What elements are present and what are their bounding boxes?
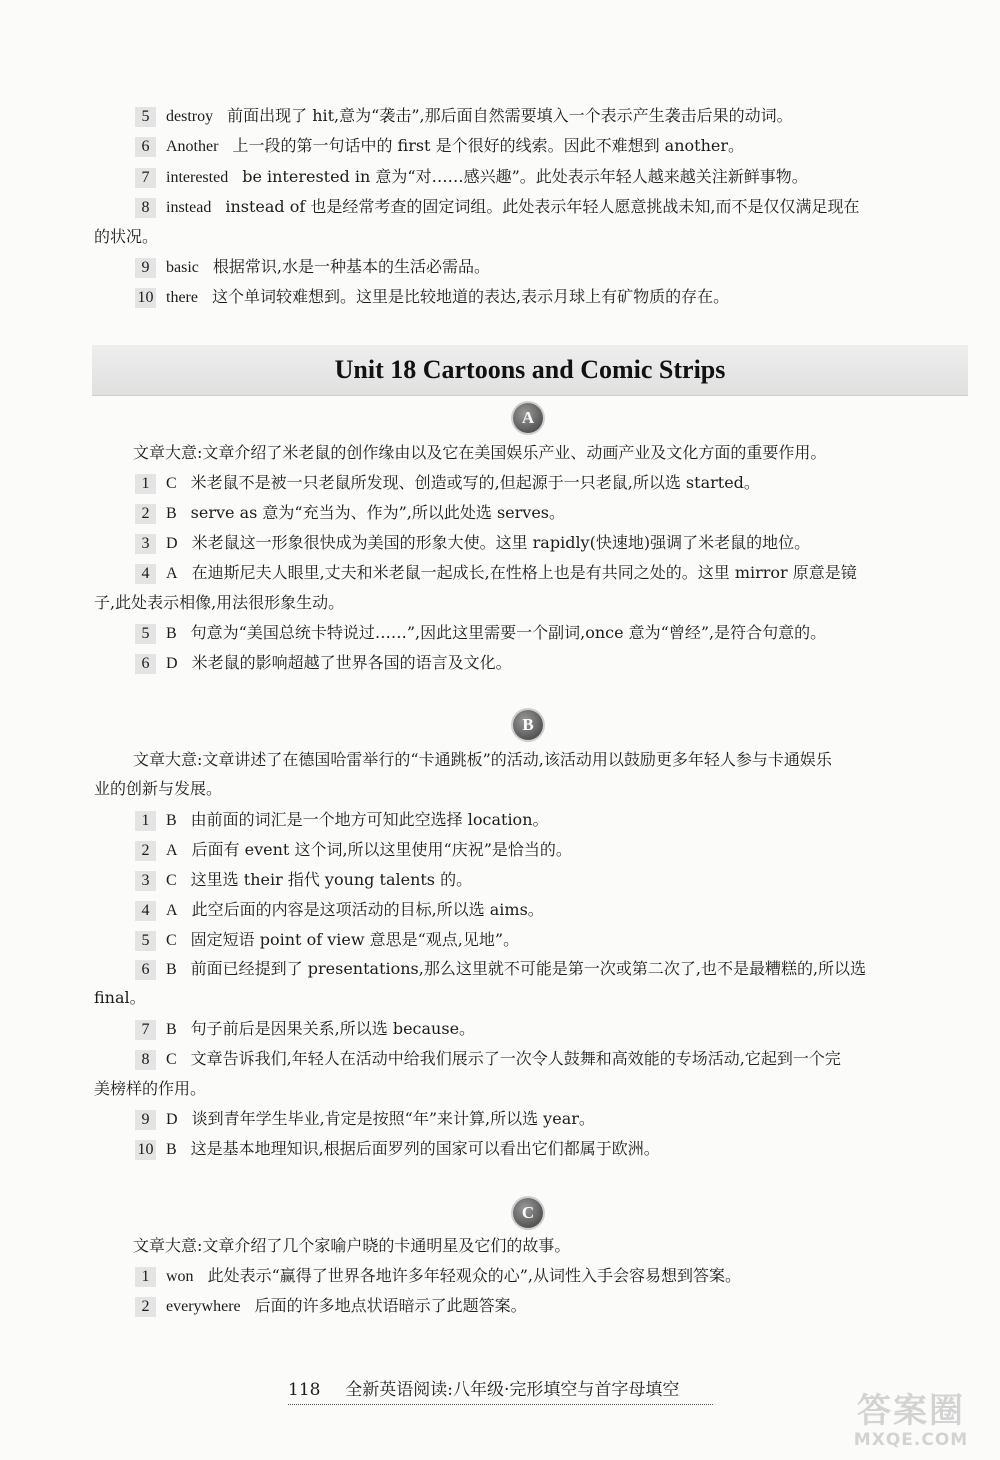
item-number: 7 <box>135 168 156 188</box>
item-answer: instead <box>166 199 212 216</box>
answer-item <box>135 287 729 308</box>
item-number: 6 <box>135 654 156 674</box>
item-explanation-continued: final。 <box>94 988 146 1007</box>
answer-item <box>135 197 859 218</box>
item-explanation: 根据常识,水是一种基本的生活必需品。 <box>212 257 490 276</box>
item-explanation: 前面出现了 hit,意为“袭击”,那后面自然需要填入一个表示产生袭击后果的动词。 <box>227 106 793 125</box>
item-number: 5 <box>135 107 156 127</box>
answer-item <box>135 1139 660 1160</box>
item-number: 4 <box>135 901 156 921</box>
item-number: 2 <box>135 504 156 524</box>
answer-item <box>135 136 744 157</box>
watermark-logo-text: 答案圈 <box>857 1391 965 1431</box>
item-explanation: 上一段的第一句话中的 first 是个很好的线索。因此不难想到 another。 <box>232 136 744 155</box>
item-answer: B <box>166 812 177 829</box>
page-number: 118 <box>288 1380 321 1400</box>
item-explanation: 米老鼠不是被一只老鼠所发现、创造或写的,但起源于一只老鼠,所以选 started。 <box>190 473 760 492</box>
answer-item <box>135 840 572 861</box>
item-explanation: 文章告诉我们,年轻人在活动中给我们展示了一次令人鼓舞和高效能的专场活动,它起到一个完 <box>190 1049 841 1068</box>
section-a-summary: 文章大意:文章介绍了米老鼠的创作缘由以及它在美国娱乐产业、动画产业及文化方面的重要作用。 <box>133 443 827 462</box>
section-b-badge: B <box>513 710 543 740</box>
item-answer: A <box>166 902 178 919</box>
answer-item <box>135 257 490 278</box>
item-number: 4 <box>135 564 156 584</box>
answer-item <box>135 1019 475 1040</box>
section-c-badge: C <box>513 1198 543 1228</box>
answer-item <box>135 503 565 524</box>
item-explanation: serve as 意为“充当为、作为”,所以此处选 serves。 <box>190 503 566 522</box>
item-explanation: 米老鼠的影响超越了世界各国的语言及文化。 <box>191 653 512 672</box>
item-number: 6 <box>135 960 156 980</box>
item-number: 10 <box>135 288 156 308</box>
answer-item <box>135 870 472 891</box>
item-answer: everywhere <box>166 1298 241 1315</box>
item-answer: B <box>166 1141 177 1158</box>
answer-item <box>135 810 549 831</box>
item-explanation-continued: 美榜样的作用。 <box>94 1079 207 1098</box>
item-answer: D <box>166 535 178 552</box>
section-c-summary: 文章大意:文章介绍了几个家喻户晓的卡通明星及它们的故事。 <box>133 1236 571 1255</box>
item-explanation: 后面的许多地点状语暗示了此题答案。 <box>254 1296 527 1315</box>
answer-item <box>135 653 512 674</box>
item-explanation: 这里选 their 指代 young talents 的。 <box>190 870 473 889</box>
item-answer: D <box>166 655 178 672</box>
footer-rule <box>288 1404 713 1405</box>
item-answer: B <box>166 1021 177 1038</box>
item-number: 9 <box>135 258 156 278</box>
item-explanation: 后面有 event 这个词,所以这里使用“庆祝”是恰当的。 <box>191 840 572 859</box>
item-explanation: 这个单词较难想到。这里是比较地道的表达,表示月球上有矿物质的存在。 <box>211 287 730 306</box>
answer-item <box>135 930 519 951</box>
answer-item <box>135 959 866 980</box>
item-number: 3 <box>135 534 156 554</box>
item-number: 10 <box>135 1140 156 1160</box>
item-number: 1 <box>135 1267 156 1287</box>
item-explanation: 此处表示“赢得了世界各地许多年轻观众的心”,从词性入手会容易想到答案。 <box>207 1266 742 1285</box>
book-title: 全新英语阅读:八年级·完形填空与首字母填空 <box>345 1380 680 1400</box>
section-a-badge: A <box>513 403 543 433</box>
answer-item <box>135 1266 741 1287</box>
item-explanation: be interested in 意为“对……感兴趣”。此处表示年轻人越来越关注新鲜事物。 <box>242 167 808 186</box>
answer-item <box>135 167 808 188</box>
unit-header-bar <box>92 345 968 396</box>
answer-item <box>135 1049 841 1070</box>
item-explanation: 句子前后是因果关系,所以选 because。 <box>190 1019 476 1038</box>
item-answer: D <box>166 1111 178 1128</box>
answer-item <box>135 900 544 921</box>
section-b-summary: 文章大意:文章讲述了在德国哈雷举行的“卡通跳板”的活动,该活动用以鼓励更多年轻人参与卡通娱乐 <box>133 750 832 769</box>
item-number: 8 <box>135 1050 156 1070</box>
item-answer: Another <box>166 138 219 155</box>
watermark-url: MXQE.COM <box>853 1430 969 1450</box>
answer-item <box>135 563 857 584</box>
item-answer: C <box>166 475 177 492</box>
item-explanation: 米老鼠这一形象很快成为美国的形象大使。这里 rapidly(快速地)强调了米老鼠的地位。 <box>191 533 811 552</box>
section-b-summary-continued: 业的创新与发展。 <box>94 779 223 798</box>
item-explanation: 由前面的词汇是一个地方可知此空选择 location。 <box>190 810 549 829</box>
answer-item <box>135 1109 595 1130</box>
unit-title: Unit 18 Cartoons and Comic Strips <box>334 355 726 384</box>
item-number: 1 <box>135 474 156 494</box>
item-answer: C <box>166 872 177 889</box>
item-explanation: 前面已经提到了 presentations,那么这里就不可能是第一次或第二次了,也不是最糟糕的,所以选 <box>190 959 867 978</box>
watermark <box>836 1392 986 1452</box>
item-answer: A <box>166 842 178 859</box>
item-number: 6 <box>135 137 156 157</box>
item-number: 7 <box>135 1020 156 1040</box>
item-number: 3 <box>135 871 156 891</box>
answer-item <box>135 1296 527 1317</box>
item-number: 5 <box>135 931 156 951</box>
item-answer: won <box>166 1268 194 1285</box>
item-number: 8 <box>135 198 156 218</box>
item-explanation-continued: 子,此处表示相像,用法很形象生动。 <box>94 593 345 612</box>
item-answer: B <box>166 505 177 522</box>
item-number: 1 <box>135 811 156 831</box>
item-answer: interested <box>166 169 229 186</box>
item-answer: B <box>166 625 177 642</box>
item-answer: C <box>166 932 177 949</box>
item-explanation: 在迪斯尼夫人眼里,丈夫和米老鼠一起成长,在性格上也是有共同之处的。这里 mirror 原意是镜 <box>191 563 857 582</box>
item-answer: B <box>166 961 177 978</box>
item-answer: basic <box>166 259 199 276</box>
item-answer: destroy <box>166 108 214 125</box>
item-explanation: instead of 也是经常考查的固定词组。此处表示年轻人愿意挑战未知,而不是仅仅满足现在 <box>225 197 860 216</box>
answer-item <box>135 473 760 494</box>
item-number: 9 <box>135 1110 156 1130</box>
item-explanation: 这是基本地理知识,根据后面罗列的国家可以看出它们都属于欧洲。 <box>190 1139 660 1158</box>
page-footer <box>288 1378 713 1402</box>
item-answer: there <box>166 289 198 306</box>
item-answer: A <box>166 565 178 582</box>
item-number: 2 <box>135 1297 156 1317</box>
item-number: 5 <box>135 624 156 644</box>
item-explanation: 谈到青年学生毕业,肯定是按照“年”来计算,所以选 year。 <box>191 1109 595 1128</box>
answer-item <box>135 106 793 127</box>
item-explanation-continued: 的状况。 <box>94 227 159 246</box>
item-answer: C <box>166 1051 177 1068</box>
item-explanation: 此空后面的内容是这项活动的目标,所以选 aims。 <box>191 900 544 919</box>
item-explanation: 句意为“美国总统卡特说过……”,因此这里需要一个副词,once 意为“曾经”,是符合句意的。 <box>190 623 827 642</box>
answer-item <box>135 533 810 554</box>
answer-item <box>135 623 826 644</box>
item-number: 2 <box>135 841 156 861</box>
item-explanation: 固定短语 point of view 意思是“观点,见地”。 <box>190 930 520 949</box>
